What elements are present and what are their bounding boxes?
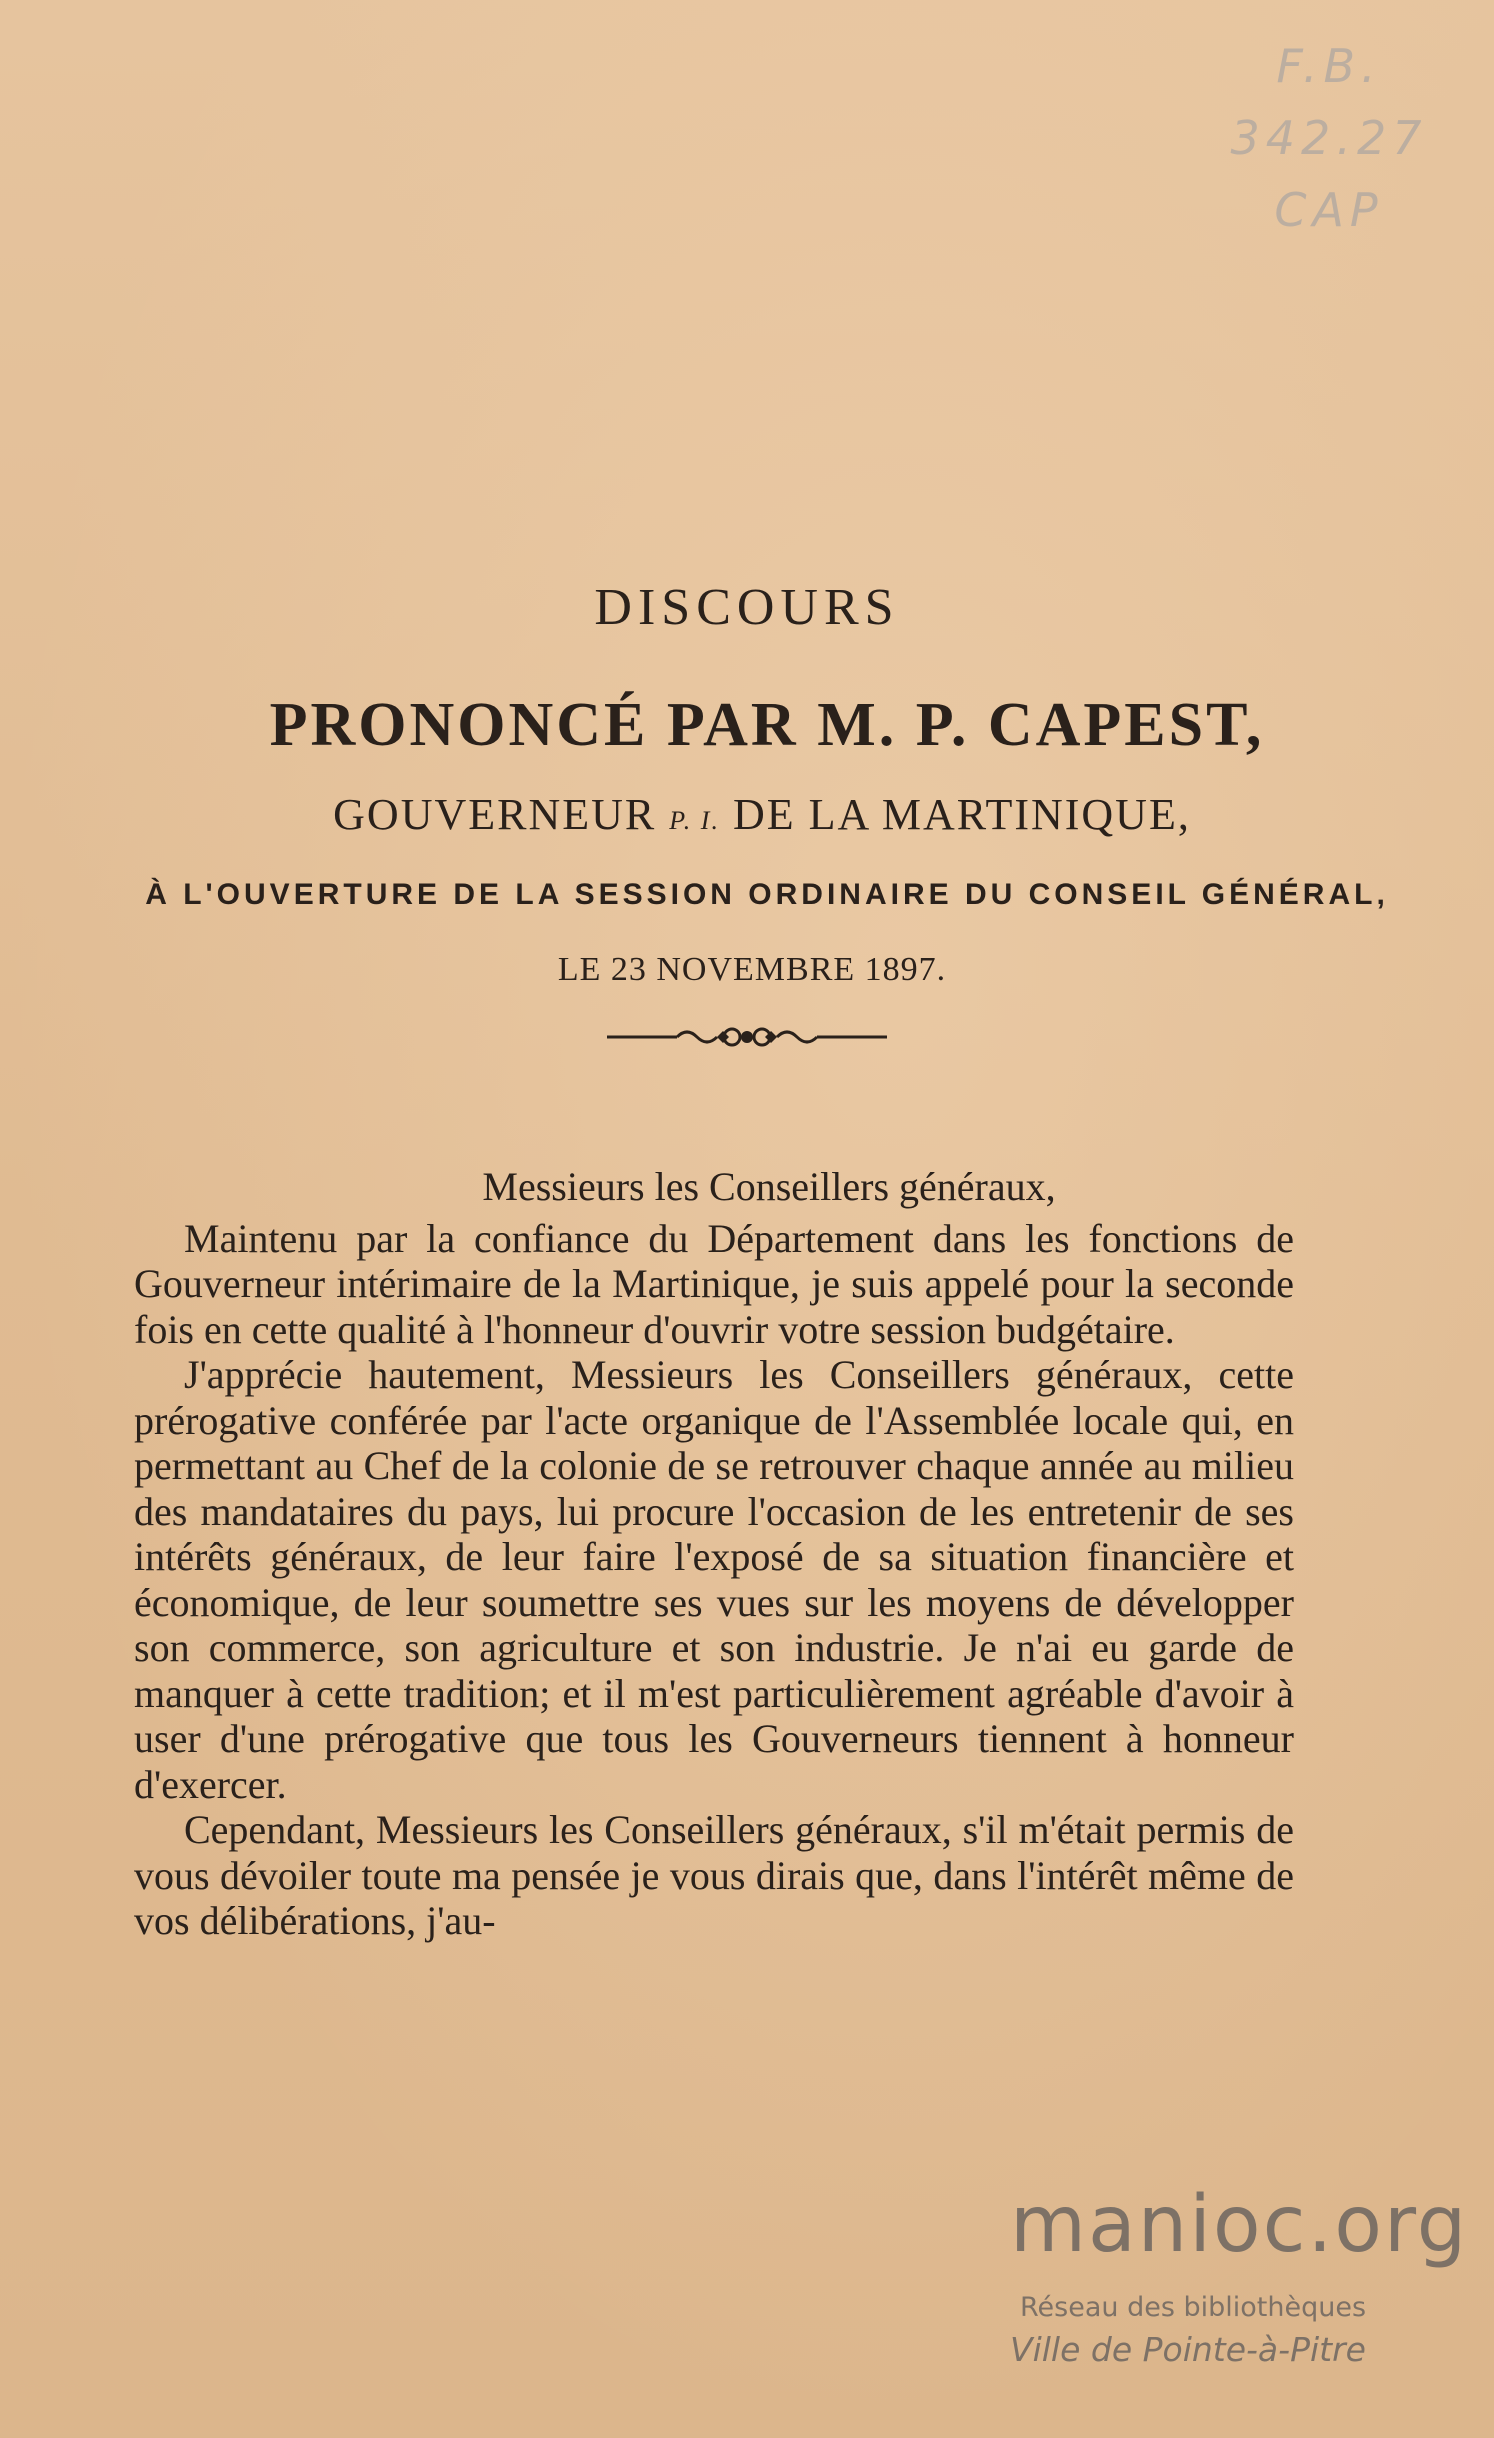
ornament-divider-icon	[607, 1021, 887, 1051]
title-ouverture: À L'OUVERTURE DE LA SESSION ORDINAIRE DU CONSEIL GÉNÉRAL,	[145, 878, 1389, 911]
title-gouverneur	[0, 785, 1494, 845]
gouverneur-pi: P. I.	[669, 806, 720, 835]
paragraph-1: Maintenu par la confiance du Département dans les fonctions de Gouverneur intérimaire de la Martinique, je suis appelé pour la seconde fois en cette qualité à l'honneur d'ouvrir votre session budgétaire.	[134, 1215, 1294, 1352]
library-watermark	[1000, 2180, 1469, 2380]
watermark-city: Ville de Pointe-à-Pitre	[1010, 2330, 1366, 2369]
gouverneur-martinique: DE LA MARTINIQUE,	[732, 790, 1191, 839]
title-date: LE 23 NOVEMBRE 1897.	[557, 951, 947, 988]
paragraph-2: J'apprécie hautement, Messieurs les Conseillers généraux, cette prérogative conférée par l'acte organique de l'Assemblée locale qui, en permettant au Chef de la colonie de se retrouver chaque année au milieu des mandataires du pays, lui procure l'occasion de les entretenir de ses intérêts généraux, de leur faire l'exposé de sa situation financière et économique, de leur soumettre ses vues sur les moyens de développer son commerce, son agriculture et son industrie. Je n'ai eu garde de manquer à cette tradition; et il m'est particulièrement agréable d'avoir à user d'une prérogative que tous les Gouverneurs tiennent à honneur d'exercer.	[134, 1352, 1294, 1807]
manioc-logo-icon: manioc.org	[1010, 2180, 1469, 2270]
salutation: Messieurs les Conseillers généraux,	[482, 1164, 1056, 1209]
title-discours: DISCOURS	[594, 579, 900, 636]
shelf-mark-line-3: CAP	[1274, 183, 1384, 237]
handwritten-shelf-mark	[1224, 30, 1434, 246]
speech-body	[134, 1164, 1294, 1944]
paragraph-3: Cependant, Messieurs les Conseillers généraux, s'il m'était permis de vous dévoiler toute ma pensée je vous dirais que, dans l'intérêt même de vos délibérations, j'au-	[134, 1807, 1294, 1943]
shelf-mark-line-2: 342.27	[1230, 111, 1428, 165]
watermark-network: Réseau des bibliothèques	[1020, 2292, 1367, 2323]
title-block	[0, 575, 1494, 1051]
shelf-mark-line-1: F.B.	[1276, 39, 1382, 93]
gouverneur-word: GOUVERNEUR	[333, 790, 657, 839]
title-prononce: PRONONCÉ PAR M. P. CAPEST,	[269, 691, 1265, 759]
